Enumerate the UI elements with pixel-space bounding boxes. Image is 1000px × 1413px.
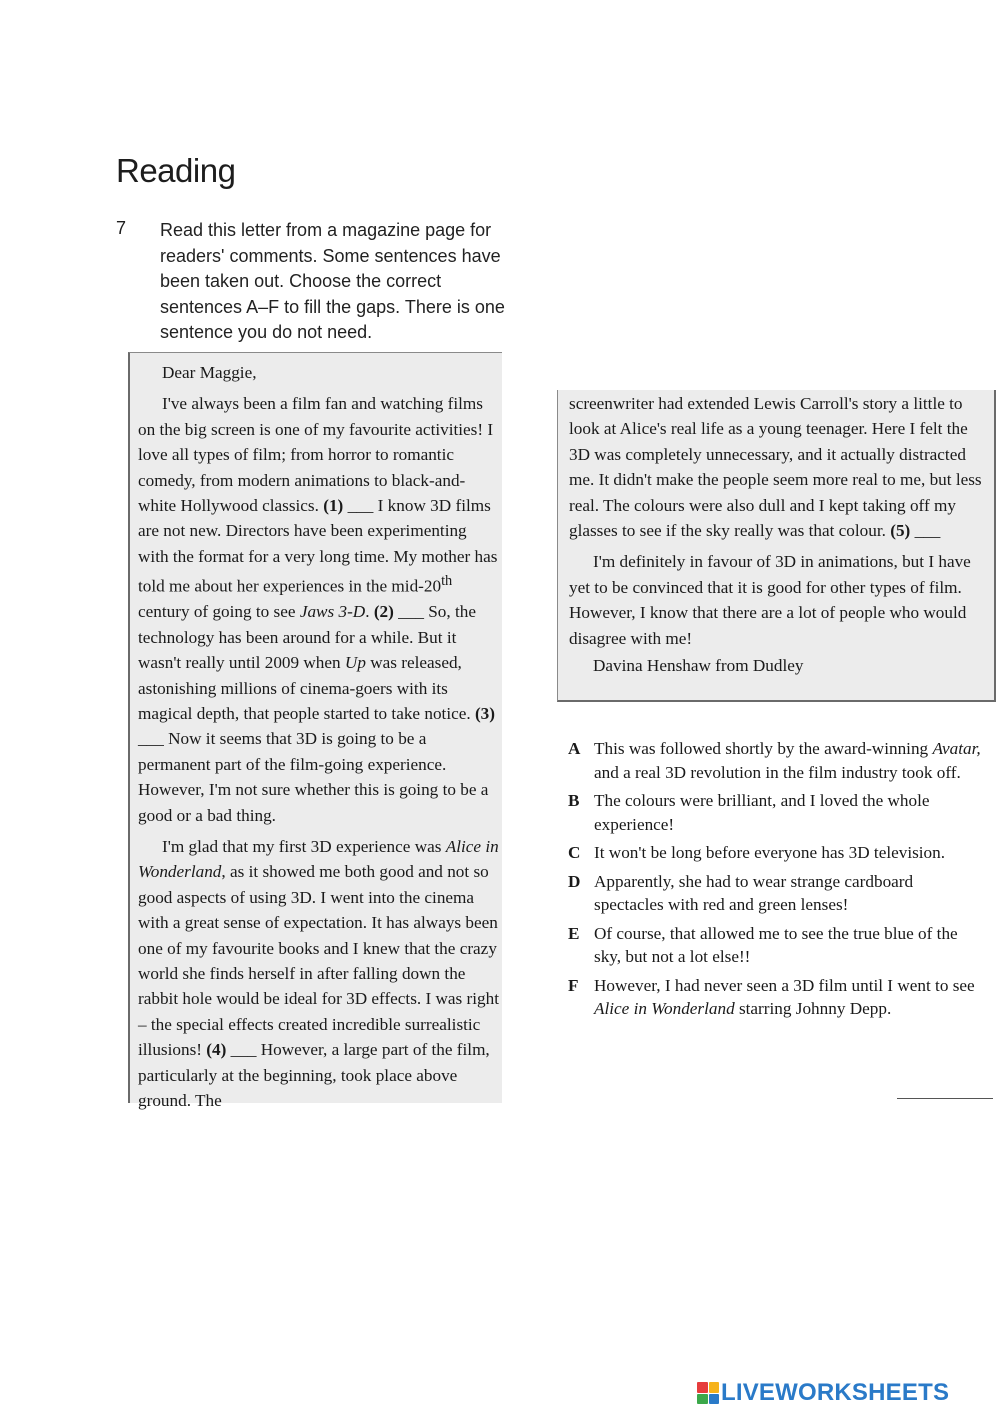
gap-3: (3) bbox=[474, 704, 495, 724]
letter-paragraph-2-continued: screenwriter had extended Lewis Carroll's story a little to look at Alice's real life as a young teenager. Here I felt the 3D was completely unnecessary, and it actually distracted me. It didn't make the people seem more real to me, but less real. The colours were also dull and I kept taking off my glasses to see if the sky really was that colour. (5) ___ bbox=[569, 394, 982, 541]
gap-1: (1) bbox=[323, 496, 344, 516]
film-title-alice: Alice in Wonderland bbox=[138, 837, 499, 882]
page-title: Reading bbox=[116, 152, 236, 189]
gap-4: (4) bbox=[206, 1040, 227, 1060]
logo-square bbox=[709, 1394, 720, 1405]
letter-paragraph-2: I'm glad that my first 3D experience was Alice in Wonderland, as it showed me both good and not so good aspects of using 3D. I went into the cinema with a great sense of expectation. It has always been one of my favourite books and I knew that the crazy world she finds herself in after falling down the rabbit hole would be ideal for 3D effects. I was right – the special effects created incredible surrealistic illusions! (4) ___ However, a large part of the film, particularly at the beginning, took place above ground. The bbox=[138, 837, 499, 1111]
gap-2: (2) bbox=[373, 602, 394, 622]
letter-text-left bbox=[138, 360, 500, 1114]
task-number: 7 bbox=[116, 218, 127, 238]
letter-signature: Davina Henshaw from Dudley bbox=[593, 656, 804, 676]
answer-line bbox=[897, 1098, 993, 1099]
sentence-options bbox=[568, 737, 983, 1026]
option-letter: C bbox=[568, 843, 581, 862]
logo-square bbox=[697, 1394, 708, 1405]
letter-text-right bbox=[569, 391, 987, 678]
liveworksheets-logo-icon bbox=[697, 1382, 719, 1404]
option-letter: B bbox=[568, 791, 580, 810]
liveworksheets-logo[interactable] bbox=[697, 1380, 949, 1406]
option-f: F However, I had never seen a 3D film until I went to see Alice in Wonderland starring Johnny Depp. bbox=[568, 974, 983, 1021]
letter-paragraph-1: I've always been a film fan and watching films on the big screen is one of my favourite activities! I love all types of film; from horror to romantic comedy, from modern animations to black-and-white Hollywood classics. (1) ___ I know 3D films are not new. Directors have been experimenting with the format for a very long time. My mother has told me about her experiences in the mid-20th century of going to see Jaws 3-D. (2) ___ So, the technology has been around for a while. But it wasn't really until 2009 when Up was released, astonishing millions of cinema-goers with its magical depth, that people started to take notice. (3) ___ Now it seems that 3D is going to be a permanent part of the film-going experience. However, I'm not sure whether this is going to be a good or a bad thing. bbox=[138, 394, 498, 825]
logo-square bbox=[697, 1382, 708, 1393]
task-instruction: Read this letter from a magazine page for readers' comments. Some sentences have been taken out. Choose the correct sentences A–F to fill the gaps. There is one sentence you do not need. bbox=[160, 220, 505, 342]
option-c: C It won't be long before everyone has 3D television. bbox=[568, 841, 983, 865]
logo-square bbox=[709, 1382, 720, 1393]
gap-5: (5) bbox=[890, 521, 911, 541]
option-d: D Apparently, she had to wear strange cardboard spectacles with red and green lenses! bbox=[568, 870, 983, 917]
liveworksheets-logo-text: LIVEWORKSHEETS bbox=[721, 1379, 950, 1406]
letter-paragraph-3: I'm definitely in favour of 3D in animations, but I have yet to be convinced that it is good for other types of film. However, I know that there are a lot of people who would disagree with me! bbox=[569, 552, 971, 648]
option-e: E Of course, that allowed me to see the true blue of the sky, but not a lot else!! bbox=[568, 922, 983, 969]
film-title-up: Up bbox=[344, 653, 366, 673]
option-b: B The colours were brilliant, and I loved the whole experience! bbox=[568, 789, 983, 836]
option-a: A This was followed shortly by the award-winning Avatar, and a real 3D revolution in the film industry took off. bbox=[568, 737, 983, 784]
option-letter: F bbox=[568, 975, 579, 995]
letter-salutation: Dear Maggie, bbox=[162, 363, 257, 382]
option-letter: E bbox=[568, 923, 580, 943]
option-letter: D bbox=[568, 871, 581, 891]
option-letter: A bbox=[568, 739, 581, 758]
film-title-jaws: Jaws 3-D bbox=[299, 602, 366, 622]
